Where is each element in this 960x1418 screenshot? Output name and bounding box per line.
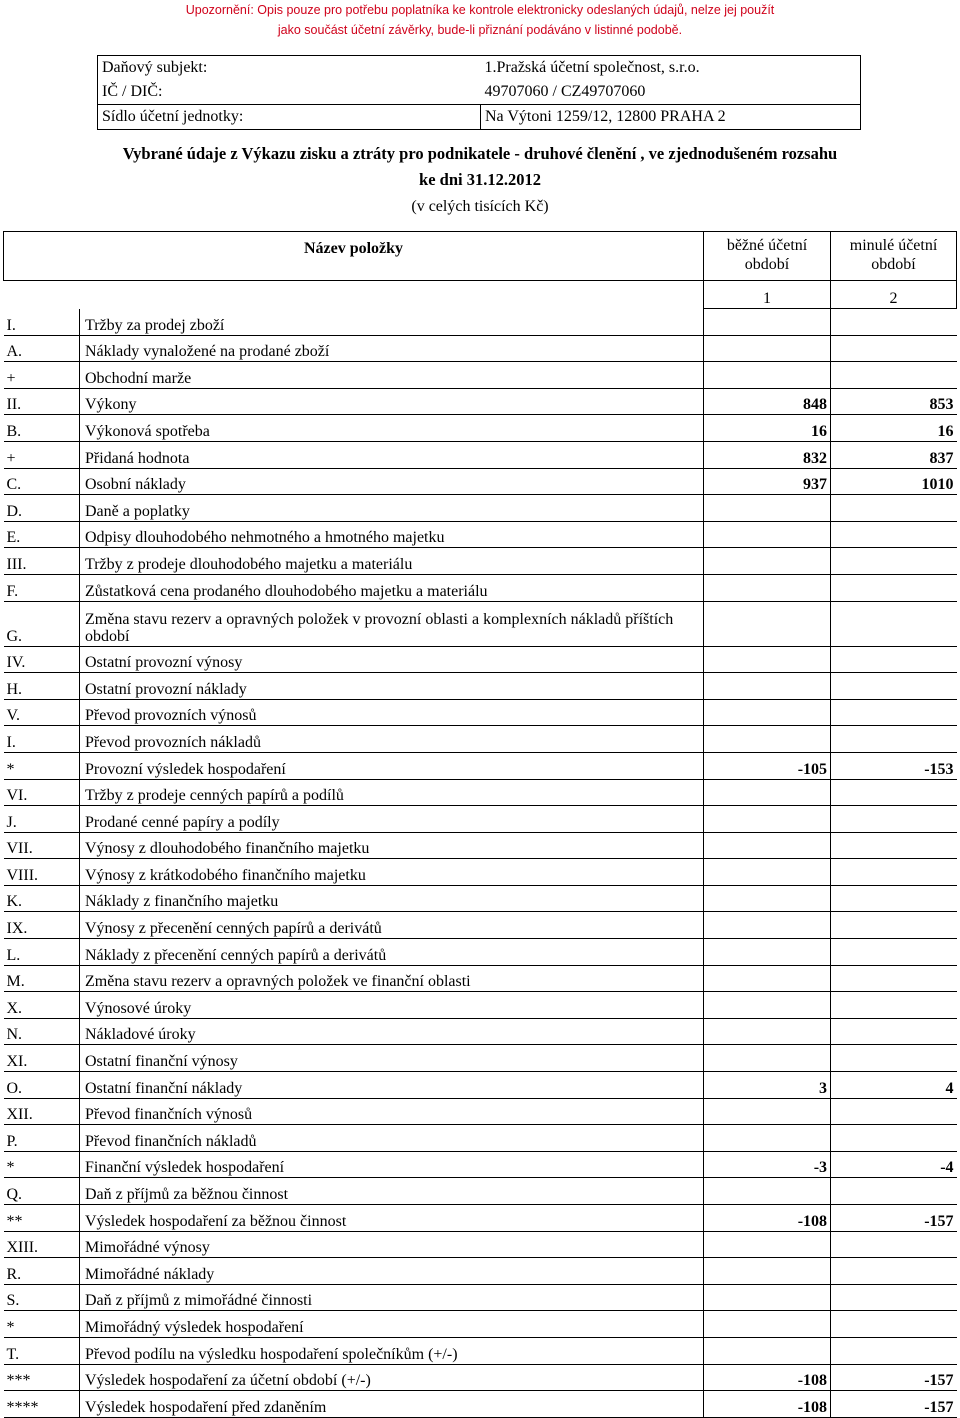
- row-code: IX.: [4, 912, 80, 939]
- table-row: [4, 1364, 957, 1391]
- row-name: Tržby za prodej zboží: [80, 309, 704, 336]
- row-code: +: [4, 362, 80, 389]
- row-current-value: [704, 832, 831, 859]
- table-row: [4, 912, 957, 939]
- table-row: [4, 779, 957, 806]
- row-name: Náklady vynaložené na prodané zboží: [80, 335, 704, 362]
- row-code: N.: [4, 1018, 80, 1045]
- row-name: Odpisy dlouhodobého nehmotného a hmotného majetku: [80, 521, 704, 548]
- row-previous-value: 837: [831, 441, 957, 468]
- row-current-value: [704, 1098, 831, 1125]
- header-current-period: [704, 232, 831, 281]
- table-row: [4, 699, 957, 726]
- row-current-value: [704, 1231, 831, 1258]
- report-title: Vybrané údaje z Výkazu zisku a ztráty pro podnikatele - druhové členění , ve zjednodušeném rozsahu: [122, 144, 838, 163]
- row-code: VII.: [4, 832, 80, 859]
- row-name: Obchodní marže: [80, 362, 704, 389]
- statement-body: [4, 309, 957, 1418]
- row-code: Q.: [4, 1178, 80, 1205]
- ic-dic-label: IČ / DIČ:: [98, 80, 481, 105]
- row-current-value: [704, 673, 831, 700]
- column-number-current: 1: [704, 281, 831, 309]
- row-previous-value: [831, 601, 957, 646]
- row-code: IV.: [4, 646, 80, 673]
- row-code: VIII.: [4, 859, 80, 886]
- table-row: [4, 1178, 957, 1205]
- row-code: E.: [4, 521, 80, 548]
- row-previous-value: [831, 646, 957, 673]
- row-code: XII.: [4, 1098, 80, 1125]
- row-current-value: -3: [704, 1151, 831, 1178]
- row-current-value: [704, 806, 831, 833]
- table-row: [4, 1311, 957, 1338]
- row-name: Daně a poplatky: [80, 495, 704, 522]
- subject-label: Daňový subjekt:: [98, 56, 481, 81]
- row-code: H.: [4, 673, 80, 700]
- row-code: J.: [4, 806, 80, 833]
- row-code: V.: [4, 699, 80, 726]
- table-row: [4, 335, 957, 362]
- table-row: [4, 468, 957, 495]
- row-previous-value: [831, 726, 957, 753]
- row-current-value: [704, 885, 831, 912]
- row-name: Provozní výsledek hospodaření: [80, 752, 704, 779]
- table-row: [4, 885, 957, 912]
- report-date: ke dni 31.12.2012: [419, 170, 541, 189]
- row-current-value: [704, 309, 831, 336]
- row-current-value: [704, 1258, 831, 1285]
- row-current-value: 832: [704, 441, 831, 468]
- table-row: [4, 601, 957, 646]
- row-previous-value: [831, 832, 957, 859]
- table-row: [4, 1205, 957, 1232]
- row-code: VI.: [4, 779, 80, 806]
- report-title-block: [0, 141, 960, 193]
- row-name: Výnosy z přecenění cenných papírů a derivátů: [80, 912, 704, 939]
- row-current-value: [704, 912, 831, 939]
- row-previous-value: [831, 992, 957, 1019]
- row-name: Osobní náklady: [80, 468, 704, 495]
- row-code: D.: [4, 495, 80, 522]
- row-previous-value: [831, 521, 957, 548]
- table-row: [4, 752, 957, 779]
- row-name: Převod provozních výnosů: [80, 699, 704, 726]
- row-code: G.: [4, 601, 80, 646]
- row-name: Převod podílu na výsledku hospodaření společníkům (+/-): [80, 1337, 704, 1364]
- table-row: [4, 646, 957, 673]
- seat-value: Na Výtoni 1259/12, 12800 PRAHA 2: [481, 105, 861, 130]
- row-current-value: [704, 779, 831, 806]
- row-previous-value: -153: [831, 752, 957, 779]
- row-current-value: -108: [704, 1364, 831, 1391]
- row-code: T.: [4, 1337, 80, 1364]
- row-name: Zůstatková cena prodaného dlouhodobého majetku a materiálu: [80, 574, 704, 601]
- table-row: [4, 388, 957, 415]
- ic-dic-value: 49707060 / CZ49707060: [481, 80, 861, 105]
- report-units: (v celých tisících Kč): [411, 198, 549, 215]
- row-code: II.: [4, 388, 80, 415]
- row-name: Ostatní finanční náklady: [80, 1072, 704, 1099]
- row-code: R.: [4, 1258, 80, 1285]
- table-row: [4, 1231, 957, 1258]
- row-current-value: [704, 548, 831, 575]
- row-previous-value: [831, 1178, 957, 1205]
- table-row: [4, 1045, 957, 1072]
- subject-info-box: [97, 55, 861, 130]
- row-code: L.: [4, 939, 80, 966]
- row-code: I.: [4, 726, 80, 753]
- row-name: Výnosy z dlouhodobého finančního majetku: [80, 832, 704, 859]
- table-row: [4, 1125, 957, 1152]
- table-row: [4, 1258, 957, 1285]
- row-name: Tržby z prodeje dlouhodobého majetku a materiálu: [80, 548, 704, 575]
- row-name: Výsledek hospodaření za běžnou činnost: [80, 1205, 704, 1232]
- row-previous-value: [831, 548, 957, 575]
- table-row: [4, 574, 957, 601]
- warning-line-2: jako součást účetní závěrky, bude-li přiznání podáváno v listinné podobě.: [277, 23, 683, 37]
- row-previous-value: [831, 495, 957, 522]
- row-code: XIII.: [4, 1231, 80, 1258]
- warning-line-1: Upozornění: Opis pouze pro potřebu poplatníka ke kontrole elektronicky odeslaných údajů, nelze jej použít: [185, 3, 775, 17]
- row-name: Nákladové úroky: [80, 1018, 704, 1045]
- row-previous-value: -4: [831, 1151, 957, 1178]
- row-code: S.: [4, 1284, 80, 1311]
- table-row: [4, 939, 957, 966]
- row-current-value: [704, 965, 831, 992]
- table-row: [4, 1098, 957, 1125]
- row-current-value: [704, 646, 831, 673]
- row-name: Změna stavu rezerv a opravných položek ve finanční oblasti: [80, 965, 704, 992]
- row-name: Náklady z přecenění cenných papírů a derivátů: [80, 939, 704, 966]
- row-previous-value: [831, 885, 957, 912]
- row-previous-value: [831, 859, 957, 886]
- row-previous-value: -157: [831, 1205, 957, 1232]
- row-current-value: [704, 335, 831, 362]
- row-name: Změna stavu rezerv a opravných položek v provozní oblasti a komplexních nákladů příštích období: [80, 601, 704, 646]
- row-name: Mimořádné náklady: [80, 1258, 704, 1285]
- row-current-value: -108: [704, 1391, 831, 1418]
- table-row: [4, 495, 957, 522]
- row-name: Finanční výsledek hospodaření: [80, 1151, 704, 1178]
- header-previous-line-1: minulé účetní: [849, 237, 938, 254]
- row-previous-value: [831, 1018, 957, 1045]
- row-current-value: -108: [704, 1205, 831, 1232]
- row-name: Mimořádný výsledek hospodaření: [80, 1311, 704, 1338]
- row-name: Ostatní provozní výnosy: [80, 646, 704, 673]
- table-row: [4, 1284, 957, 1311]
- row-current-value: [704, 992, 831, 1019]
- row-current-value: [704, 1178, 831, 1205]
- row-current-value: 3: [704, 1072, 831, 1099]
- row-previous-value: [831, 912, 957, 939]
- row-current-value: [704, 726, 831, 753]
- row-current-value: [704, 1125, 831, 1152]
- income-statement-table: [3, 231, 957, 1418]
- row-current-value: [704, 601, 831, 646]
- row-previous-value: -157: [831, 1364, 957, 1391]
- row-name: Výkonová spotřeba: [80, 415, 704, 442]
- table-row: [4, 1018, 957, 1045]
- row-previous-value: [831, 673, 957, 700]
- table-row: [4, 673, 957, 700]
- row-previous-value: [831, 1045, 957, 1072]
- column-number-row: [4, 281, 957, 309]
- row-previous-value: -157: [831, 1391, 957, 1418]
- row-previous-value: [831, 939, 957, 966]
- header-previous-line-2: období: [871, 256, 916, 273]
- table-row: [4, 415, 957, 442]
- subject-value: 1.Pražská účetní společnost, s.r.o.: [481, 56, 861, 81]
- table-row: [4, 1337, 957, 1364]
- row-name: Převod finančních nákladů: [80, 1125, 704, 1152]
- table-header-row: [4, 232, 957, 281]
- row-current-value: [704, 362, 831, 389]
- row-current-value: [704, 1018, 831, 1045]
- row-previous-value: [831, 309, 957, 336]
- row-previous-value: [831, 362, 957, 389]
- row-current-value: [704, 521, 831, 548]
- row-name: Přidaná hodnota: [80, 441, 704, 468]
- row-code: ****: [4, 1391, 80, 1418]
- row-previous-value: [831, 1098, 957, 1125]
- row-name: Mimořádné výnosy: [80, 1231, 704, 1258]
- row-current-value: [704, 939, 831, 966]
- row-code: I.: [4, 309, 80, 336]
- row-previous-value: [831, 965, 957, 992]
- row-previous-value: 16: [831, 415, 957, 442]
- table-row: [4, 1151, 957, 1178]
- row-name: Převod provozních nákladů: [80, 726, 704, 753]
- header-previous-period: [831, 232, 957, 281]
- row-code: A.: [4, 335, 80, 362]
- table-row: [4, 859, 957, 886]
- row-current-value: [704, 859, 831, 886]
- row-code: B.: [4, 415, 80, 442]
- row-name: Prodané cenné papíry a podíly: [80, 806, 704, 833]
- row-current-value: 848: [704, 388, 831, 415]
- row-name: Výsledek hospodaření před zdaněním: [80, 1391, 704, 1418]
- row-code: **: [4, 1205, 80, 1232]
- table-row: [4, 441, 957, 468]
- row-current-value: [704, 1045, 831, 1072]
- row-name: Daň z příjmů z mimořádné činnosti: [80, 1284, 704, 1311]
- row-previous-value: [831, 1337, 957, 1364]
- table-row: [4, 965, 957, 992]
- row-previous-value: [831, 1284, 957, 1311]
- row-code: K.: [4, 885, 80, 912]
- row-name: Ostatní provozní náklady: [80, 673, 704, 700]
- table-row: [4, 832, 957, 859]
- seat-label: Sídlo účetní jednotky:: [98, 105, 481, 130]
- row-code: ***: [4, 1364, 80, 1391]
- row-code: III.: [4, 548, 80, 575]
- table-row: [4, 309, 957, 336]
- row-current-value: [704, 495, 831, 522]
- row-name: Náklady z finančního majetku: [80, 885, 704, 912]
- row-previous-value: 853: [831, 388, 957, 415]
- row-current-value: [704, 1337, 831, 1364]
- row-name: Ostatní finanční výnosy: [80, 1045, 704, 1072]
- row-previous-value: 1010: [831, 468, 957, 495]
- row-code: F.: [4, 574, 80, 601]
- row-code: O.: [4, 1072, 80, 1099]
- row-current-value: -105: [704, 752, 831, 779]
- row-previous-value: [831, 699, 957, 726]
- row-previous-value: 4: [831, 1072, 957, 1099]
- row-current-value: [704, 1311, 831, 1338]
- row-previous-value: [831, 806, 957, 833]
- row-name: Výkony: [80, 388, 704, 415]
- row-name: Tržby z prodeje cenných papírů a podílů: [80, 779, 704, 806]
- table-row: [4, 726, 957, 753]
- column-number-spacer: [4, 281, 704, 309]
- row-current-value: [704, 1284, 831, 1311]
- row-code: +: [4, 441, 80, 468]
- row-previous-value: [831, 1231, 957, 1258]
- header-item-name: Název položky: [4, 232, 704, 281]
- row-current-value: [704, 574, 831, 601]
- row-code: C.: [4, 468, 80, 495]
- table-row: [4, 362, 957, 389]
- row-code: P.: [4, 1125, 80, 1152]
- row-name: Výnosy z krátkodobého finančního majetku: [80, 859, 704, 886]
- row-name: Výnosové úroky: [80, 992, 704, 1019]
- table-row: [4, 521, 957, 548]
- row-current-value: 16: [704, 415, 831, 442]
- row-code: X.: [4, 992, 80, 1019]
- row-code: M.: [4, 965, 80, 992]
- row-previous-value: [831, 335, 957, 362]
- table-row: [4, 548, 957, 575]
- row-code: *: [4, 1151, 80, 1178]
- row-code: *: [4, 1311, 80, 1338]
- row-current-value: 937: [704, 468, 831, 495]
- table-row: [4, 1391, 957, 1418]
- warning-notice: [0, 0, 960, 40]
- row-previous-value: [831, 779, 957, 806]
- row-name: Převod finančních výnosů: [80, 1098, 704, 1125]
- row-name: Výsledek hospodaření za účetní období (+/-): [80, 1364, 704, 1391]
- table-row: [4, 806, 957, 833]
- header-current-line-2: období: [744, 256, 790, 273]
- row-previous-value: [831, 1311, 957, 1338]
- row-code: *: [4, 752, 80, 779]
- row-code: XI.: [4, 1045, 80, 1072]
- row-previous-value: [831, 1125, 957, 1152]
- row-current-value: [704, 699, 831, 726]
- row-previous-value: [831, 574, 957, 601]
- column-number-previous: 2: [831, 281, 957, 309]
- header-current-line-1: běžné účetní: [726, 237, 808, 254]
- table-row: [4, 1072, 957, 1099]
- row-name: Daň z příjmů za běžnou činnost: [80, 1178, 704, 1205]
- row-previous-value: [831, 1258, 957, 1285]
- table-row: [4, 992, 957, 1019]
